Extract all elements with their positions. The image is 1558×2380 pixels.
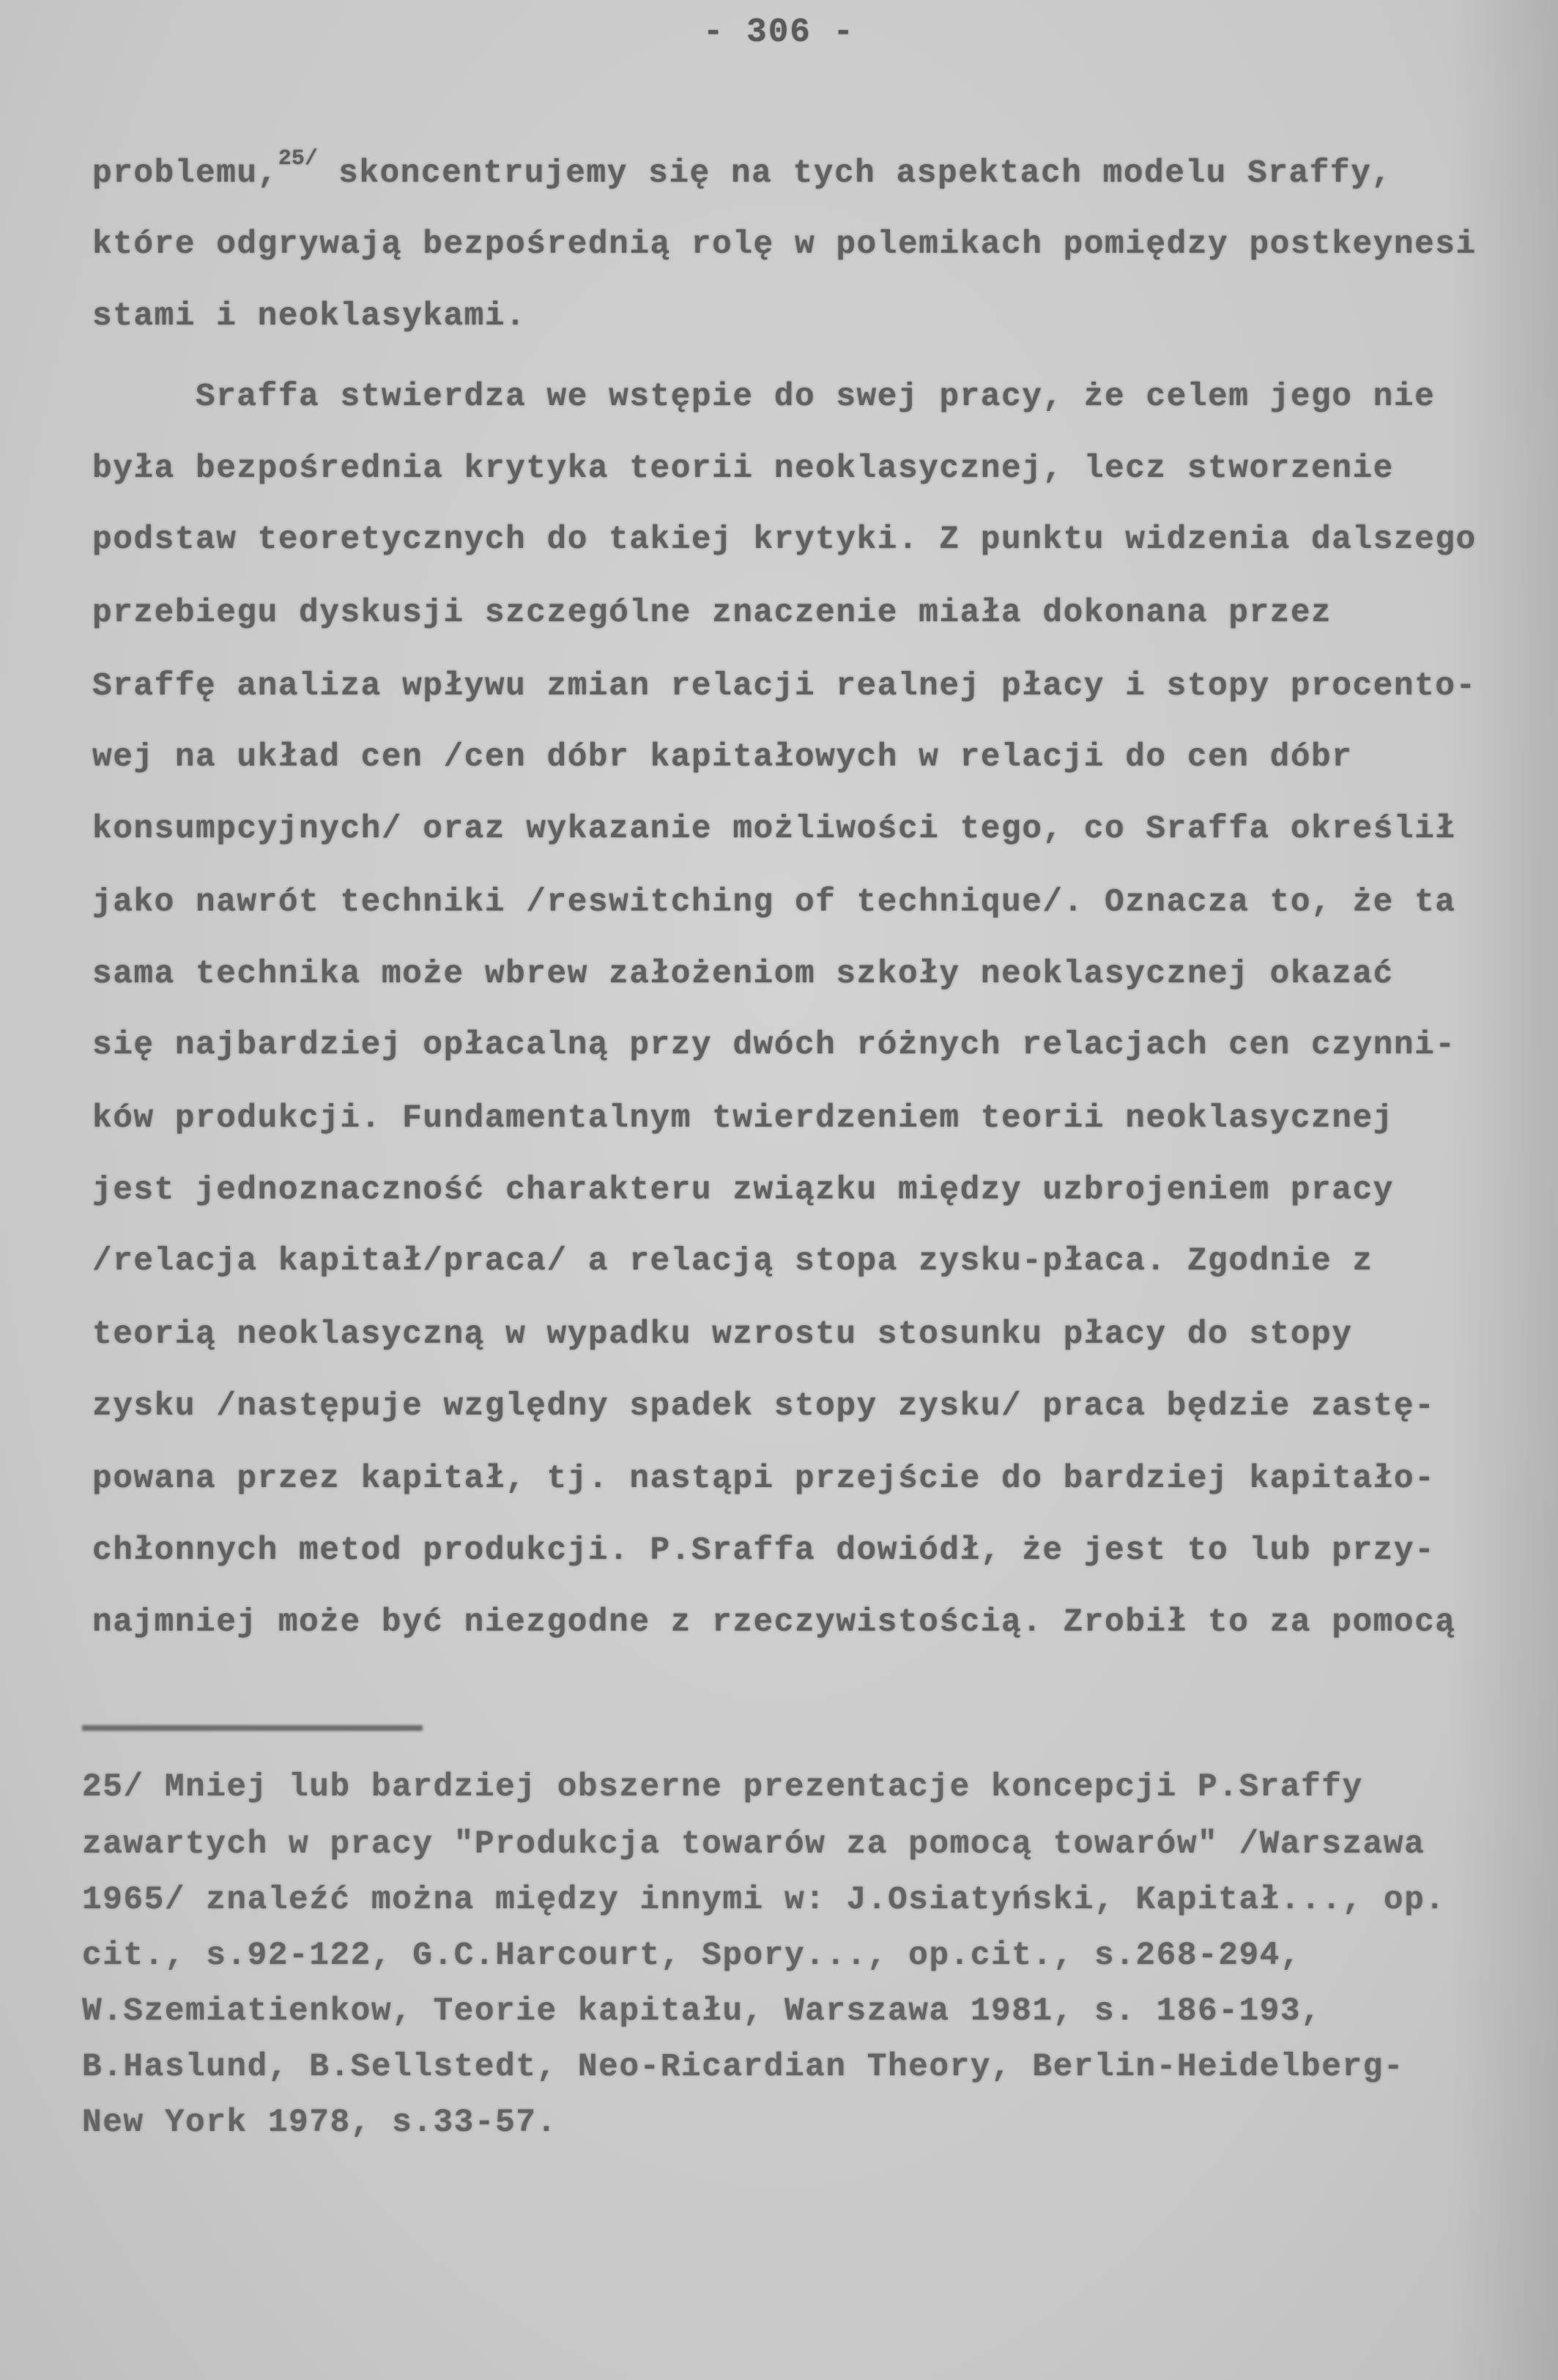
footnote-line: W.Szemiatienkow, Teorie kapitału, Warszawa 1981, s. 186-193, <box>82 1993 1322 2030</box>
page-number: - 306 - <box>702 13 856 51</box>
footnote-line: cit., s.92-122, G.C.Harcourt, Spory..., op.cit., s.268-294, <box>82 1938 1302 1974</box>
body-line: sama technika może wbrew założeniom szkoły neoklasycznej okazać <box>92 956 1394 993</box>
body-line: przebiegu dyskusji szczególne znaczenie miała dokonana przez <box>92 595 1332 631</box>
body-line: /relacja kapitał/praca/ a relacją stopa zysku-płaca. Zgodnie z <box>92 1243 1373 1280</box>
body-line-first-pre: problemu, <box>92 155 278 192</box>
body-line: zysku /następuje względny spadek stopy zysku/ praca będzie zastę- <box>92 1388 1436 1425</box>
body-line: podstaw teoretycznych do takiej krytyki. Z punktu widzenia dalszego <box>92 522 1477 558</box>
footnote-line: 1965/ znaleźć można między innymi w: J.Osiatyński, Kapitał..., op. <box>82 1882 1446 1919</box>
body-line: najmniej może być niezgodne z rzeczywistością. Zrobił to za pomocą <box>92 1604 1456 1641</box>
footnote-separator <box>82 1725 423 1731</box>
body-line: była bezpośrednia krytyka teorii neoklasycznej, lecz stworzenie <box>92 451 1394 487</box>
body-line: chłonnych metod produkcji. P.Sraffa dowiódł, że jest to lub przy- <box>92 1532 1436 1569</box>
footnote-line: New York 1978, s.33-57. <box>82 2105 557 2141</box>
body-line: się najbardziej opłacalną przy dwóch różnych relacjach cen czynni- <box>92 1027 1456 1064</box>
body-line: stami i neoklasykami. <box>92 298 527 335</box>
body-line: które odgrywają bezpośrednią rolę w polemikach pomiędzy postkeynesi <box>92 226 1477 263</box>
footnote-reference: 25/ <box>278 147 318 171</box>
body-line-first <box>92 147 1392 192</box>
footnote-line: 25/ Mniej lub bardziej obszerne prezentacje koncepcji P.Sraffy <box>82 1769 1363 1806</box>
body-line: wej na układ cen /cen dóbr kapitałowych w relacji do cen dóbr <box>92 739 1353 776</box>
body-line: konsumpcyjnych/ oraz wykazanie możliwości tego, co Sraffa określił <box>92 811 1456 848</box>
body-line: Sraffę analiza wpływu zmian relacji realnej płacy i stopy procento- <box>92 668 1477 705</box>
body-line: Sraffa stwierdza we wstępie do swej pracy, że celem jego nie <box>92 379 1436 415</box>
body-line: powana przez kapitał, tj. nastąpi przejście do bardziej kapitało- <box>92 1461 1436 1497</box>
footnote-line: zawartych w pracy "Produkcja towarów za pomocą towarów" /Warszawa <box>82 1826 1425 1863</box>
footnote-line: B.Haslund, B.Sellstedt, Neo-Ricardian Theory, Berlin-Heidelberg- <box>82 2049 1405 2086</box>
body-line: teorią neoklasyczną w wypadku wzrostu stosunku płacy do stopy <box>92 1316 1353 1353</box>
body-line-first-post: skoncentrujemy się na tych aspektach modelu Sraffy, <box>317 155 1392 192</box>
body-line: jako nawrót techniki /reswitching of technique/. Oznacza to, że ta <box>92 884 1456 921</box>
body-line: ków produkcji. Fundamentalnym twierdzeniem teorii neoklasycznej <box>92 1100 1394 1137</box>
body-line: jest jednoznaczność charakteru związku między uzbrojeniem pracy <box>92 1172 1394 1209</box>
